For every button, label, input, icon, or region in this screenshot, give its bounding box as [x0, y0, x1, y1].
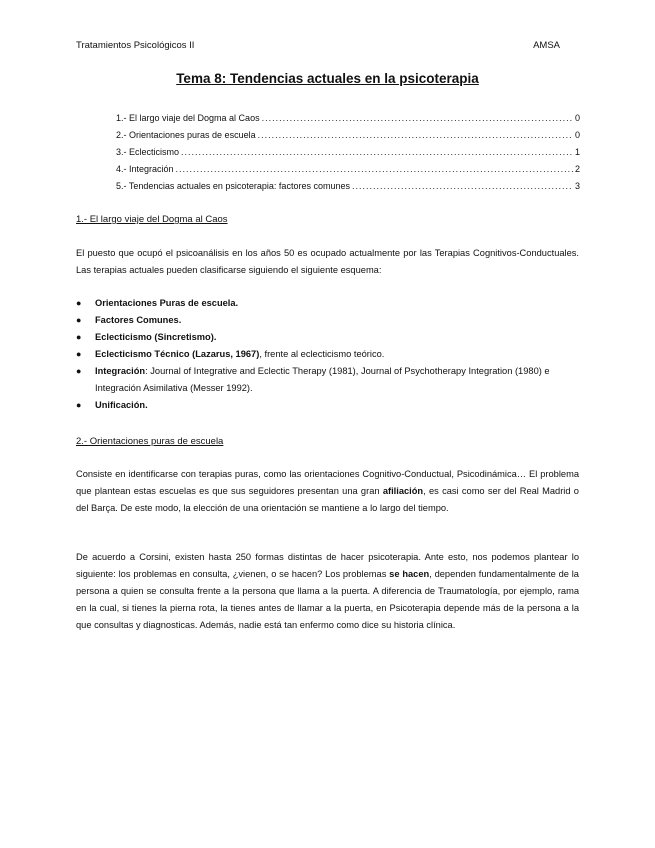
section2-paragraph-2 [76, 549, 579, 634]
bullet-icon: ● [76, 298, 82, 308]
toc-entry-page: 1 [574, 147, 580, 157]
toc-entry[interactable] [116, 113, 580, 130]
bullet-icon: ● [76, 315, 82, 325]
item-text: : Journal of Integrative and Eclectic Therapy (1981), Journal of Psychotherapy Integration (1980) e Integración Asimilativa (Messer 1992). [95, 366, 550, 393]
item-bold: Factores Comunes. [95, 315, 182, 325]
item-text: , frente al eclecticismo teórico. [259, 349, 385, 359]
text-run: , dependen fundamentalmente de la persona a quien se consulta frente a la persona que llama a la puerta. A diferencia de Traumatología, por ejemplo, rama en la cual, si tienes la pierna rota, la tienes antes de llamar a la puerta, en Psicoterapia depende más de la persona a la que consultas y diagnosticas. Además, nadie está tan enfermo como dice su historia clínica. [76, 569, 579, 630]
toc-entry-label: 4.- Integración [116, 164, 174, 174]
section2-paragraph-1 [76, 466, 579, 517]
page-header [76, 40, 560, 51]
text-run: Consiste en identificarse con terapias puras, como las orientaciones Cognitivo-Conductual, Psicodinámica… El problema que plantean estas escuelas es que sus seguidores presentan una gran [76, 469, 579, 496]
toc-entry-label: 5.- Tendencias actuales en psicoterapia: factores comunes [116, 181, 350, 191]
toc-entry-label: 1.- El largo viaje del Dogma al Caos [116, 113, 260, 123]
toc-entry[interactable] [116, 164, 580, 181]
toc-entry-label: 2.- Orientaciones puras de escuela [116, 130, 256, 140]
toc-entry[interactable] [116, 147, 580, 164]
text-run-bold: afiliación [382, 486, 424, 496]
text-run-bold: se hacen [389, 569, 430, 579]
header-author: AMSA [533, 40, 560, 51]
item-bold: Eclecticismo (Sincretismo). [95, 332, 217, 342]
list-item [76, 312, 579, 329]
item-bold: Orientaciones Puras de escuela. [95, 298, 239, 308]
toc-entry[interactable] [116, 130, 580, 147]
bullet-list [76, 295, 579, 414]
toc-leader [176, 164, 573, 174]
text-run: , es casi como ser del Real Madrid o del Barça. De este modo, la elección de una orientación se mantiene a lo largo del tiempo. [76, 486, 579, 513]
section1-intro: El puesto que ocupó el psicoanálisis en los años 50 es ocupado actualmente por las Terapias Cognitivos-Conductuales. Las terapias actuales pueden clasificarse siguiendo el siguiente esquema: [76, 248, 579, 275]
text-run: De acuerdo a Corsini, existen hasta 250 formas distintas de hacer psicoterapia. Ante esto, nos podemos plantear lo siguiente: los problemas en consulta, ¿vienen, o se hacen? Los problemas [76, 552, 579, 579]
header-course: Tratamientos Psicológicos II [76, 40, 195, 51]
toc-leader [352, 181, 573, 191]
toc-entry-page: 0 [574, 130, 580, 140]
toc-entry-label: 3.- Eclecticismo [116, 147, 180, 157]
bullet-icon: ● [76, 349, 82, 359]
item-bold: Eclecticismo Técnico (Lazarus, 1967) [95, 349, 260, 359]
table-of-contents [116, 113, 580, 198]
list-item [76, 295, 579, 312]
item-bold: Integración [95, 366, 146, 376]
document-title: Tema 8: Tendencias actuales en la psicoterapia [176, 71, 479, 86]
bullet-icon: ● [76, 400, 82, 410]
toc-entry[interactable] [116, 181, 580, 198]
toc-leader [258, 130, 573, 140]
list-item [76, 397, 579, 414]
section-heading: 1.- El largo viaje del Dogma al Caos [76, 214, 228, 225]
section-heading: 2.- Orientaciones puras de escuela [76, 436, 224, 447]
list-item [76, 346, 579, 363]
bullet-icon: ● [76, 332, 82, 342]
toc-leader [262, 113, 573, 123]
bullet-icon: ● [76, 366, 82, 376]
item-bold: Unificación. [95, 400, 148, 410]
toc-entry-page: 2 [574, 164, 580, 174]
list-item [76, 329, 579, 346]
list-item [76, 363, 579, 397]
toc-entry-page: 0 [574, 113, 580, 123]
toc-entry-page: 3 [574, 181, 580, 191]
toc-leader [181, 147, 573, 157]
